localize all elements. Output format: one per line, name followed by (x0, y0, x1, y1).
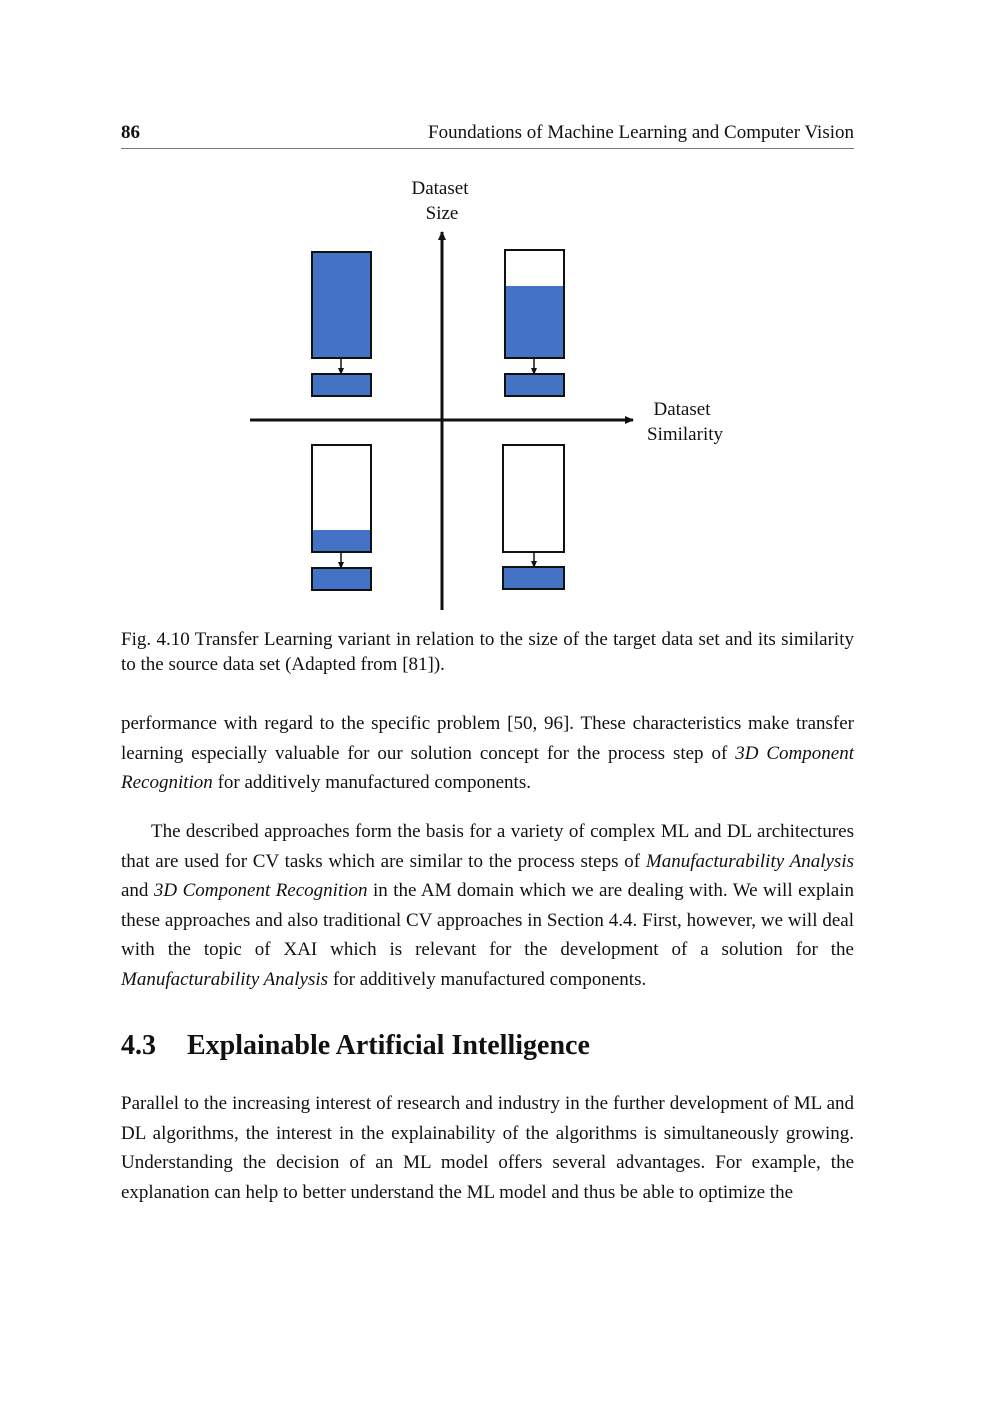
dataset-fill (506, 286, 563, 357)
quadrant-top-right (505, 250, 564, 396)
x-axis-label-line1: Dataset (653, 399, 711, 420)
paragraph-1 (121, 709, 854, 798)
transfer-learning-figure (0, 0, 1000, 625)
paragraph-2-italic-2: 3D Component Recognition (153, 880, 368, 901)
paragraph-1-text-2: for additively manufactured components. (212, 772, 531, 793)
running-title: Foundations of Machine Learning and Computer Vision (428, 122, 854, 143)
figure-caption: Fig. 4.10 Transfer Learning variant in relation to the size of the target data set and its similarity to the source data set (Adapted from [81]). (121, 629, 854, 675)
dataset-box-outline (503, 445, 564, 552)
quadrant-bottom-left (312, 445, 371, 590)
paragraph-2-text-4: for additively manufactured components. (328, 968, 647, 990)
paragraph-1-text-1: performance with regard to the specific problem [50, 96]. These characteristics make transfer learning especially valuable for our solution concept for the process step of (121, 713, 854, 764)
y-axis-label-line1: Dataset (411, 178, 469, 199)
paragraph-2-italic-1: Manufacturability Analysis (645, 850, 854, 872)
y-axis-label-line2: Size (425, 203, 459, 224)
paragraph-2-text-2: and (121, 880, 154, 901)
page-number: 86 (121, 122, 140, 143)
paragraph-2-italic-3: Manufacturability Analysis (121, 968, 329, 990)
paragraph-1-italic-1: 3D Component Recognition (121, 742, 854, 793)
paragraph-3: Parallel to the increasing interest of research and industry in the further development of ML and DL algorithms, the interest in the explainability of the algorithms is simultaneously growing. Understanding the decision of an ML model offers several advantages. For example, the explanation can help to better understand the ML model and thus be able to optimize the (121, 1093, 854, 1203)
section-title: Explainable Artificial Intelligence (187, 1030, 590, 1061)
quadrant-top-left (312, 252, 371, 396)
paragraph-2-text-3: in the AM domain which we are dealing with. We will explain these approaches and also traditional CV approaches in Section 4.4. First, however, we will deal with the topic of XAI which is relevant for the development of a solution for the (121, 880, 855, 960)
model-block (503, 567, 564, 589)
quadrant-bottom-right (503, 445, 564, 589)
x-axis-label-line2: Similarity (647, 424, 723, 445)
dataset-fill (313, 253, 370, 357)
model-block (312, 568, 371, 590)
dataset-fill (313, 530, 370, 551)
section-number: 4.3 (121, 1030, 156, 1061)
section-heading (121, 1030, 590, 1062)
paragraph-2 (121, 817, 854, 994)
model-block (505, 374, 564, 396)
paragraph-2-text-1: The described approaches form the basis for a variety of complex ML and DL architectures that are used for CV tasks which are similar to the process steps of (121, 821, 854, 872)
model-block (312, 374, 371, 396)
